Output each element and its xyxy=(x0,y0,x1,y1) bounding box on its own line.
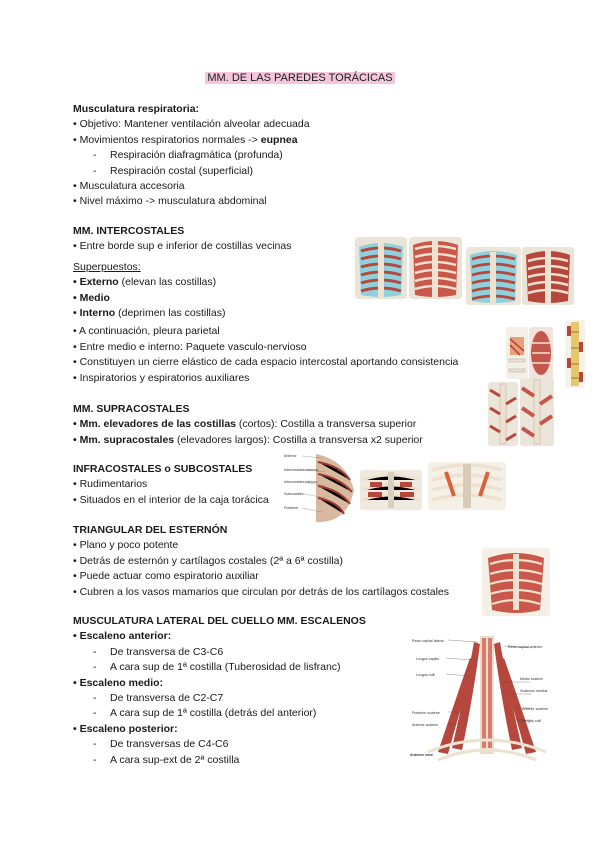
bullet-heading: • Escaleno posterior: xyxy=(73,722,178,735)
thorax-illustration xyxy=(466,247,521,305)
bullet-text: (elevadores largos): Costilla a transversa x2 superior xyxy=(174,433,423,446)
intercostal-muscle-illustration xyxy=(529,327,553,379)
section-heading: TRIANGULAR DEL ESTERNÓN xyxy=(73,524,228,536)
fig-label: Anterior scalene xyxy=(412,723,438,727)
spine-illustration xyxy=(565,320,585,388)
bold-term: • Mm. elevadores de las costillas xyxy=(73,418,237,431)
bullet-line: • Cubren a los vasos mamarios que circulan por detrás de los cartílagos costales xyxy=(73,585,450,598)
bullet-line xyxy=(73,433,423,448)
bullet-line: • Inspiratorios y espiratorios auxiliares xyxy=(73,371,250,384)
fig-label: Anterior view xyxy=(410,753,433,757)
sub-item-text: A cara sup de 1ª costilla (Tuberosidad de lisfranc) xyxy=(110,661,341,674)
bullet-text: (elevan las costillas) xyxy=(118,276,217,289)
sub-item xyxy=(73,691,366,706)
bold-term: • Externo xyxy=(73,276,119,289)
page-title xyxy=(0,71,600,85)
bullet-line xyxy=(73,417,423,432)
bullet-text: (cortos): Costilla a transversa superior xyxy=(236,418,417,431)
dash-marker: - xyxy=(93,661,97,674)
section-heading: MM. SUPRACOSTALES xyxy=(73,403,190,415)
section-subcostales xyxy=(73,462,269,508)
fig-label: Subcostales xyxy=(284,492,304,496)
subcostal-labeled-illustration xyxy=(282,450,356,524)
sub-item xyxy=(73,706,366,721)
fig-label: Intercostales internos xyxy=(284,468,319,472)
fig-label: Posterior xyxy=(284,506,299,510)
bold-term: • Interno xyxy=(73,307,116,320)
thorax-illustration xyxy=(409,237,462,299)
sub-item xyxy=(73,660,366,675)
dash-marker: - xyxy=(93,692,97,705)
sub-item xyxy=(73,164,310,179)
bullet-heading: • Escaleno medio: xyxy=(73,676,164,689)
bullet-line: • Entre medio e interno: Paquete vasculo-nervioso xyxy=(73,340,307,353)
dash-marker: - xyxy=(93,149,97,162)
supracostal-illustration xyxy=(488,382,518,446)
sub-item-text: De transversa de C2-C7 xyxy=(110,692,224,705)
bullet-heading: • Escaleno anterior: xyxy=(73,630,172,643)
sub-item-text: A cara sup-ext de 2ª costilla xyxy=(110,753,240,766)
bullet-line: • Detrás de esternón y cartílagos costales (2ª a 6ª costilla) xyxy=(73,554,343,567)
bullet-line xyxy=(73,133,310,148)
bold-term: • Mm. supracostales xyxy=(73,433,175,446)
fig-label: Posterior scalene xyxy=(412,711,440,715)
fig-label: Longus colli xyxy=(416,673,435,677)
bullet-line: • Puede actuar como espiratorio auxiliar xyxy=(73,570,259,583)
underlined-label: Superpuestos: xyxy=(73,260,141,273)
supracostal-illustration xyxy=(520,378,554,446)
fig-label: Scalenus medius xyxy=(520,689,548,693)
bold-term: eupnea xyxy=(260,133,298,146)
section-escalenos xyxy=(73,614,366,768)
bullet-line xyxy=(73,306,458,321)
dash-marker: - xyxy=(93,645,97,658)
bullet-line: • Rudimentarios xyxy=(73,478,148,491)
fig-label: Anterior xyxy=(284,454,297,458)
fig-label: Anterior scalene xyxy=(522,707,548,711)
bullet-text: • Movimientos respiratorios normales -> xyxy=(73,133,261,146)
fig-label: Intercostales íntimos xyxy=(284,480,317,484)
section-heading: MUSCULATURA LATERAL DEL CUELLO MM. ESCALENOS xyxy=(73,615,366,627)
fig-label: Longus colli xyxy=(522,719,541,723)
fig-label: Longus capitis xyxy=(416,657,439,661)
dash-marker: - xyxy=(93,738,97,751)
bold-term: • Medio xyxy=(73,291,110,304)
section-heading: Musculatura respiratoria: xyxy=(73,103,200,115)
bullet-line: • Entre borde sup e inferior de costillas vecinas xyxy=(73,240,292,253)
dash-marker: - xyxy=(93,164,97,177)
fig-label: Recto capital anterior xyxy=(508,645,542,649)
sub-item xyxy=(73,645,366,660)
subcostal-rib-illustration xyxy=(360,470,422,510)
sub-item-text: De transversa de C3-C6 xyxy=(110,645,224,658)
scalene-neck-illustration xyxy=(408,628,566,764)
fig-label: Recto capital lateral xyxy=(412,639,444,643)
section-heading: INFRACOSTALES o SUBCOSTALES xyxy=(73,463,253,475)
sub-item-text: Respiración costal (superficial) xyxy=(110,164,253,177)
sub-item-text: De transversas de C4-C6 xyxy=(110,738,229,751)
dash-marker: - xyxy=(93,707,97,720)
section-heading: MM. INTERCOSTALES xyxy=(73,225,185,237)
intercostal-detail-illustration xyxy=(506,327,528,379)
dash-marker: - xyxy=(93,753,97,766)
bullet-line: • Situados en el interior de la caja torácica xyxy=(73,493,269,506)
bullet-line: • Musculatura accesoria xyxy=(73,180,185,193)
section-respiratoria xyxy=(73,102,310,210)
bullet-text: (deprimen las costillas) xyxy=(115,307,226,320)
sub-item-text: A cara sup de 1ª costilla (detrás del anterior) xyxy=(110,707,317,720)
bullet-line: • Constituyen un cierre elástico de cada espacio intercostal aportando consistencia xyxy=(73,356,459,369)
bullet-line: • Plano y poco potente xyxy=(73,539,179,552)
sub-item xyxy=(73,737,366,752)
fig-label: Medio scalene xyxy=(520,677,544,681)
bullet-line: • A continuación, pleura parietal xyxy=(73,325,220,338)
bullet-line: • Objetivo: Mantener ventilación alveolar adecuada xyxy=(73,118,310,131)
thorax-illustration xyxy=(355,237,407,299)
section-supracostales xyxy=(73,402,423,448)
sternum-triangular-illustration xyxy=(482,548,550,616)
sub-item xyxy=(73,148,310,163)
subcostal-spine-illustration xyxy=(428,462,506,510)
sub-item xyxy=(73,753,366,768)
thorax-illustration xyxy=(522,247,574,305)
section-triangular-esternon xyxy=(73,523,449,600)
title-text: MM. DE LAS PAREDES TORÁCICAS xyxy=(207,72,393,84)
sub-item-text: Respiración diafragmática (profunda) xyxy=(110,149,283,162)
bullet-line: • Nivel máximo -> musculatura abdominal xyxy=(73,195,267,208)
